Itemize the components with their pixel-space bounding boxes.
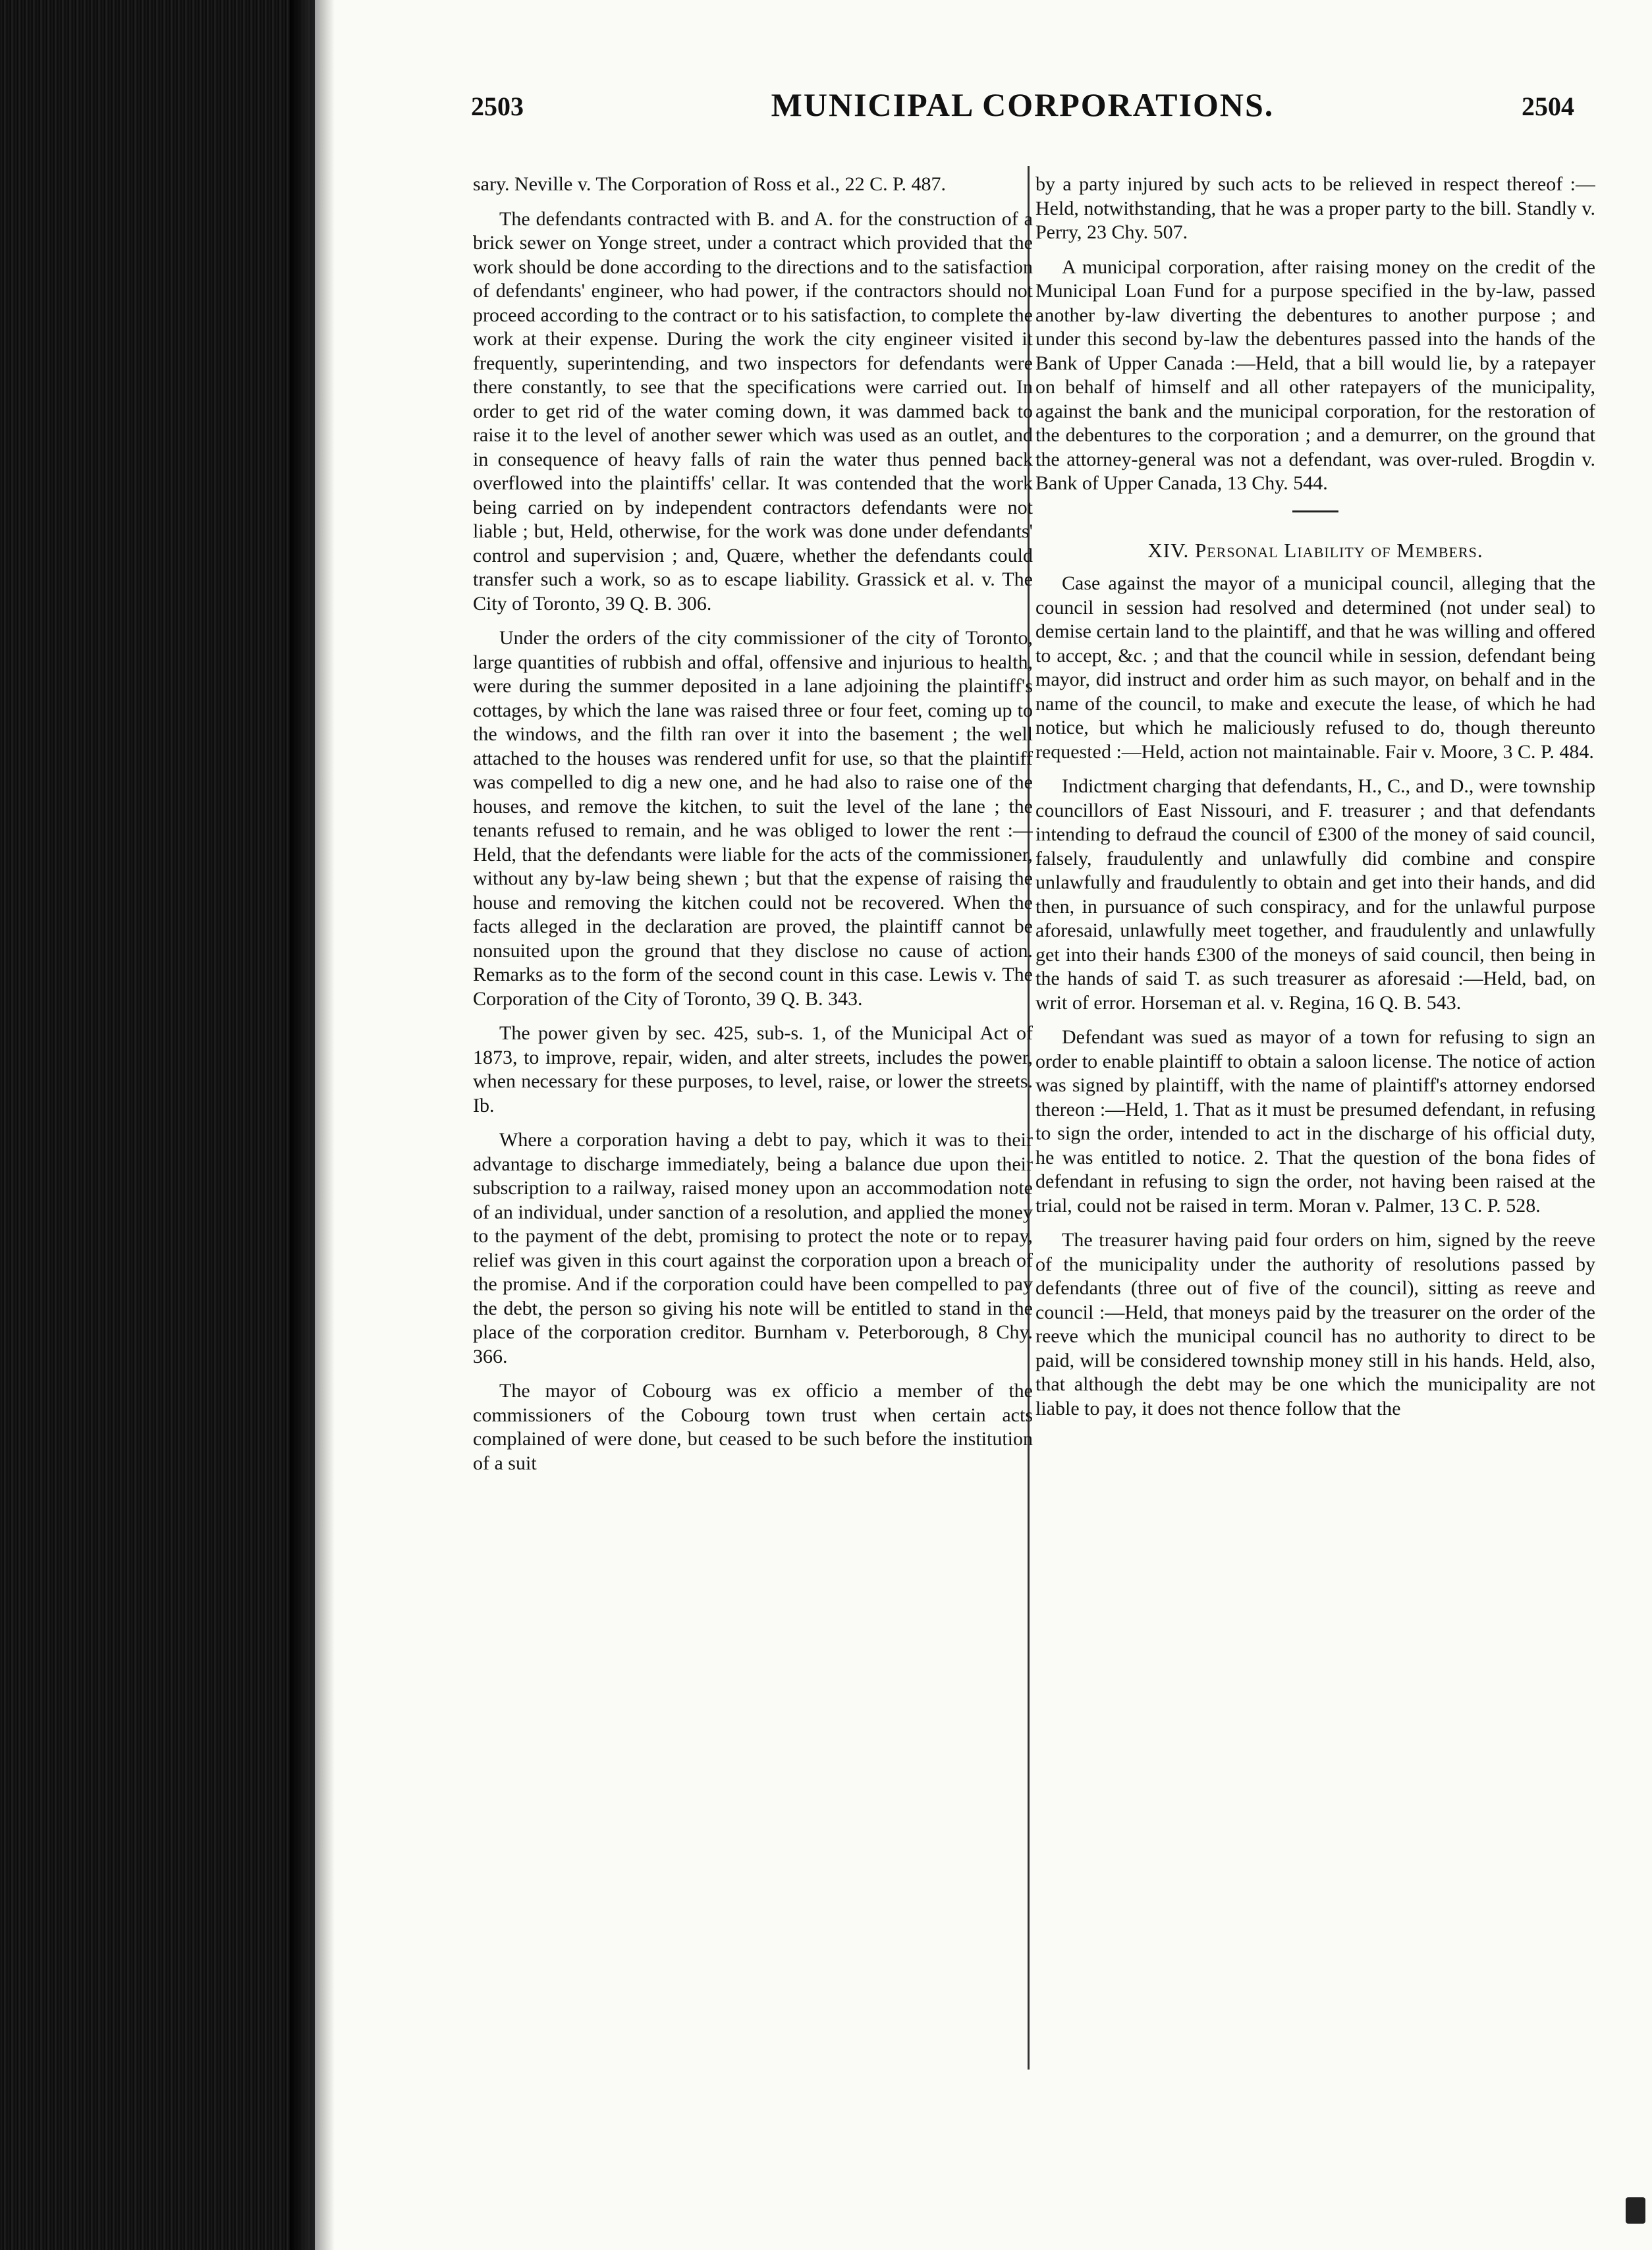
section-heading: XIV. Personal Liability of Members. (1147, 538, 1483, 562)
paragraph: The defendants contracted with B. and A. for the construction of a brick sewer on Yonge street, under a contract which provided that the work should be done according to the directions and to the satisfaction of defendants' engineer, who had power, if the contractors should not proceed according to the contract or to his satisfaction, to complete the work at their expense. During the work the city engineer visited it frequently, superintending, and two inspectors for defendants were there constantly, to see that the specifications were carried out. In order to get rid of the water coming down, it was dammed back to raise it to the level of another sewer which was used as an outlet, and in consequence of heavy falls of rain the water thus penned back overflowed into the plaintiffs' cellar. It was contended that the work being carried on by independent contractors defendants were not liable ; but, Held, otherwise, for the work was done under defendants' control and supervision ; and, Quære, whether the defendants could transfer such a work, so as to escape liability. Grassick et al. v. The City of Toronto, 39 Q. B. 306. (473, 207, 1033, 615)
book-page-edge (0, 0, 310, 2250)
paragraph: Defendant was sued as mayor of a town for refusing to sign an order to enable plaintiff to obtain a saloon license. The notice of action was signed by plaintiff, with the name of plaintiff's attorney endorsed thereon :—Held, 1. That as it must be presumed defendant, in refusing to sign the order, intended to act in the discharge of his official duty, he was entitled to notice. 2. That the question of the bona fides of defendant in refusing to sign the order, not having been raised at the trial, could not be raised in term. Moran v. Palmer, 13 C. P. 528. (1035, 1026, 1595, 1217)
left-page-number: 2503 (471, 92, 524, 121)
paragraph: The treasurer having paid four orders on him, signed by the reeve of the municipality under the authority of resolutions passed by defendants (three out of five of the council), sitting as reeve and council :—Held, that moneys paid by the treasurer on the order of the reeve which the municipal council has no authority to direct to be paid, will be considered township money still in his hands. Held, also, that although the debt may be one which the municipality are not liable to pay, it does not thence follow that the (1035, 1229, 1595, 1419)
paragraph: The power given by sec. 425, sub-s. 1, of the Municipal Act of 1873, to improve, repair, widen, and alter streets, includes the power, when necessary for these purposes, to level, raise, or lower the streets. Ib. (473, 1022, 1033, 1116)
left-column (473, 173, 1033, 2070)
paragraph: Under the orders of the city commissioner of the city of Toronto, large quantities of rubbish and offal, offensive and injurious to health, were during the summer deposited in a lane adjoining the plaintiff's cottages, by which the lane was raised three or four feet, coming up to the windows, and the filth ran over it into the basement ; the well attached to the houses was rendered unfit for use, so that the plaintiff was compelled to dig a new one, and he had also to raise one of the houses, and remove the kitchen, to suit the level of the lane ; the tenants refused to remain, and he was obliged to lower the rent :—Held, that the defendants were liable for the acts of the commissioner, without any by-law being shewn ; but that the expense of raising the house and removing the kitchen could not be recovered. When the facts alleged in the declaration are proved, the plaintiff cannot be nonsuited upon the ground that they disclose no cause of action. Remarks as to the form of the second count in this case. Lewis v. The Corporation of the City of Toronto, 39 Q. B. 343. (473, 627, 1033, 1010)
paragraph: Case against the mayor of a municipal council, alleging that the council in session had resolved and determined (not under seal) to demise certain land to the plaintiff, and that he was willing and offered to accept, &c. ; and that the council while in session, defendant being mayor, did instruct and order him as such mayor, on behalf and in the name of the council, to make and execute the lease, of which he had notice, but which he maliciously refused to do, though thereunto requested :—Held, action not maintainable. Fair v. Moore, 3 C. P. 484. (1035, 572, 1595, 763)
right-page-number: 2504 (1522, 92, 1574, 121)
paragraph: The mayor of Cobourg was ex officio a member of the commissioners of the Cobourg town trust when certain acts complained of were done, but ceased to be such before the institution of a suit (473, 1380, 1033, 1474)
paragraph: Indictment charging that defendants, H., C., and D., were township councillors of East Nissouri, and F. treasurer ; and that defendants intending to defraud the council of £300 of the money of said council, falsely, fraudulently and unlawfully did combine and conspire unlawfully and fraudulently to obtain and get into their hands, and did then, in pursuance of such conspiracy, and for the unlawful purpose aforesaid, unlawfully meet together, and fraudulently and unlawfully get into their hands £300 of the moneys of said council, then being in the hands of said T. as such treasurer as aforesaid :—Held, bad, on writ of error. Horseman et al. v. Regina, 16 Q. B. 543. (1035, 775, 1595, 1014)
book-edge-shadow (290, 0, 316, 2250)
running-header (471, 86, 1574, 132)
paragraph: sary. Neville v. The Corporation of Ross et al., 22 C. P. 487. (473, 173, 946, 195)
section-rule (1292, 510, 1338, 512)
paragraph: A municipal corporation, after raising money on the credit of the Municipal Loan Fund for a purpose specified in the by-law, passed another by-law diverting the debentures to another purpose ; and under this second by-law the debentures passed into the hands of the Bank of Upper Canada :—Held, that a bill would lie, by a ratepayer on behalf of himself and all other ratepayers of the municipality, against the bank and the municipal corporation, for the restoration of the debentures to the corporation ; and a demurrer, on the ground that the attorney-general was not a defendant, was over-ruled. Brogdin v. Bank of Upper Canada, 13 Chy. 544. (1035, 256, 1595, 494)
paragraph: by a party injured by such acts to be relieved in respect thereof :—Held, notwithstanding, that he was a proper party to the bill. Standly v. Perry, 23 Chy. 507. (1035, 173, 1595, 243)
running-title: MUNICIPAL CORPORATIONS. (771, 86, 1275, 123)
paragraph: Where a corporation having a debt to pay, which it was to their advantage to discharge immediately, being a balance due upon their subscription to a railway, raised money upon an accommodation note of an individual, under sanction of a resolution, and applied the money to the payment of the debt, promising to protect the note or to repay, relief was given in this court against the corporation upon a breach of the promise. And if the corporation could have been compelled to pay the debt, the person so giving his note will be entitled to stand in the place of the corporation creditor. Burnham v. Peterborough, 8 Chy. 366. (473, 1129, 1033, 1367)
page-corner-blemish (1626, 2197, 1645, 2224)
page-gutter-shadow (315, 0, 335, 2250)
right-column (1035, 173, 1595, 2070)
